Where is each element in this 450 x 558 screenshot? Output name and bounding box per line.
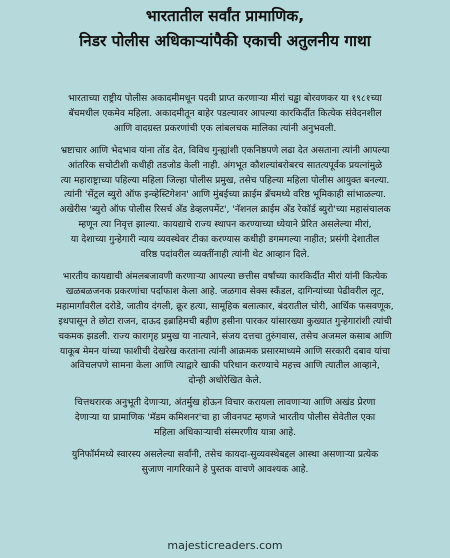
text-line: बॅचमधील एकमेव महिला. अकादमीतून बाहेर पडल्यावर आपल्या कारकिर्दीत कित्येक संवेदनशील	[68, 107, 382, 119]
text-line: सुजाण नागरिकाने हे पुस्तक वाचणे आवश्यक आहे.	[141, 463, 309, 475]
text-line: महामार्गांवरील दरोडे, जातीय दंगली, क्रूर हत्या, सामूहिक बलात्कार, बंदरातील चोरी, आर्थिक फसवणूक,	[56, 300, 394, 312]
text-line: खळबळजनक प्रकरणांचा पर्दाफाश केला आहे. जळगाव सेक्स स्कॅंडल, दागिन्यांच्या पेढीवरील लूट,	[65, 285, 385, 297]
text-line: भारतीय कायद्याची अंमलबजावणी करणाऱ्या आपल्या छत्तीस वर्षांच्या कारकिर्दीत मीरां यांनी कित्येक	[62, 270, 388, 282]
text-line: याकूब मेमन यांच्या फाशीची देखरेख करताना त्यांनी आक्रमक प्रसारमाध्यमे आणि सरकारी दबाव यांचा	[59, 345, 391, 357]
text-line: भारताच्या राष्ट्रीय पोलीस अकादमीमधून पदवी प्राप्त करणाऱ्या मीरां चड्ढा बोरवणकर या १९८१च्या	[68, 93, 382, 104]
title-line-1: भारतातील सर्वांत प्रामाणिक,	[145, 7, 305, 25]
paragraph-intro	[16, 92, 434, 137]
text-line: आणि वादग्रस्त प्रकरणांची एक लांबलचक मालिका त्यांनी अनुभवली.	[113, 122, 337, 134]
title-line-2: निडर पोलीस अधिकाऱ्यांपैकी एकाची अतुलनीय गाथा	[79, 32, 371, 50]
publisher-website: majesticreaders.com	[167, 539, 283, 552]
text-line: या देशाच्या गुन्हेगारी न्याय व्यवस्थेवर टीका करण्यास कधीही डगमगल्या नाहीत; प्रसंगी देशातील	[70, 234, 380, 246]
paragraph-cases	[16, 270, 434, 389]
text-line: त्या महाराष्ट्राच्या पहिल्या महिला जिल्हा पोलीस प्रमुख, तसेच पहिल्या महिला पोलीस आयुक्त बनल्या.	[60, 174, 390, 186]
text-line: अखेरीस 'ब्युरो ऑफ पोलीस रिसर्च ॲंड डेव्हलपमेंट', 'नॅशनल क्राईम ॲंड रेकॉर्ड ब्युरो'च्या महासंचालक	[59, 204, 391, 216]
text-line: वरिष्ठ पदांवरील व्यक्तींनाही त्यांनी थेट आव्हान दिले.	[140, 249, 310, 261]
text-line: भ्रष्टाचार आणि भेदभाव यांना तोंड देत, विविध गुन्ह्यांशी एकनिष्ठपणे लढा देत असताना त्यांनी आपल्या	[60, 144, 390, 156]
text-line: इथपासून ते छोटा राजन, दाऊद इब्राहिमची बहीण हसीना पारकर यांसारख्या कुख्यात गुन्हेगारांशी त्यांची	[58, 315, 392, 327]
paragraph-career	[16, 144, 434, 263]
book-title	[0, 4, 450, 54]
text-line: युनिफॉर्ममध्ये स्वारस्य असलेल्या सर्वांनी, तसेच कायदा-सुव्यवस्थेबद्दल आस्था असणाऱ्या प्रत्येक	[71, 448, 379, 460]
text-line: महिला अधिकाऱ्याची संस्मरणीय यात्रा आहे.	[153, 427, 297, 439]
text-line: दोन्ही अधोरेखित केले.	[188, 375, 262, 387]
paragraph-recommendation	[16, 448, 434, 478]
text-line: म्हणून त्या निवृत्त झाल्या. कायद्याचे राज्य स्थापन करण्याच्या ध्येयाने प्रेरित असलेल्या मीरां,	[78, 219, 372, 231]
text-line: अविचलपणे सामना केला आणि त्याद्वारे खाकी परिधान करण्याचे महत्त्व आणि त्यातील आव्हाने,	[70, 360, 380, 372]
paragraph-memoir	[16, 396, 434, 441]
blurb	[16, 92, 434, 485]
text-line: चित्तथरारक अनुभूती देणाऱ्या, अंतर्मुख होऊन विचार करायला लावणाऱ्या आणि अखंड प्रेरणा	[74, 397, 376, 409]
text-line: चकमक झडली. राज्य कारागृह प्रमुख या नात्याने, संजय दत्तचा तुरुंगवास, तसेच अजमल कसाब आणि	[58, 330, 392, 342]
text-line: देणाऱ्या या प्रामाणिक 'मॅडम कमिशनर'चा हा जीवनपट म्हणजे भारतीय पोलीस सेवेतील एका	[74, 412, 376, 424]
text-line: त्यांनी 'सेंट्रल ब्युरो ऑफ इन्व्हेस्टिगेशन' आणि मुंबईच्या क्राईम ब्रॅंचमध्ये वरिष्ठ भूमिकाही सांभाळल्या.	[64, 189, 386, 201]
text-line: आंतरिक सचोटीशी कधीही तडजोड केली नाही. अंगभूत कौशल्यांबरोबरच सातत्यपूर्वक प्रयत्नांमुळे	[67, 159, 383, 171]
